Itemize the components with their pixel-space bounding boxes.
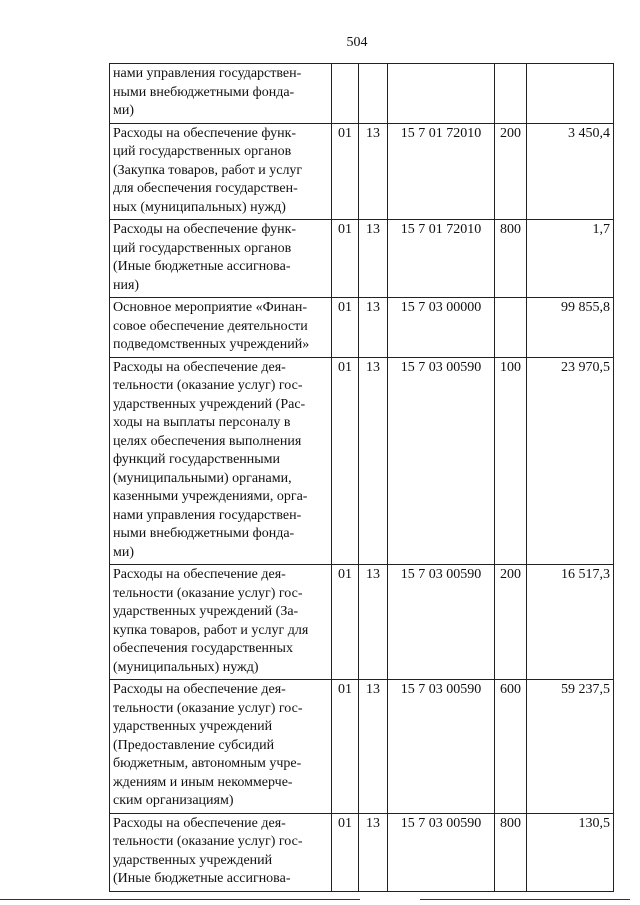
table-row	[110, 565, 614, 680]
row-target-article: 15 7 01 72010	[388, 220, 495, 298]
row-target-article: 15 7 01 72010	[388, 123, 495, 220]
row-amount: 3 450,4	[527, 123, 614, 220]
row-amount: 23 970,5	[527, 357, 614, 565]
row-subsection: 13	[359, 220, 388, 298]
row-subsection: 13	[359, 565, 388, 680]
table-row	[110, 357, 614, 565]
row-section: 01	[332, 680, 359, 814]
row-amount: 16 517,3	[527, 565, 614, 680]
row-name: Расходы на обеспечение дея- тельности (оказание услуг) гос- ударственных учреждений (Предоставление субсидий бюджетным, автономным учре- ждениям и иным некоммерче- ским организациям)	[110, 680, 332, 814]
row-expense-type	[495, 298, 527, 358]
table-row	[110, 123, 614, 220]
row-expense-type: 800	[495, 220, 527, 298]
budget-table	[109, 63, 614, 892]
row-section: 01	[332, 220, 359, 298]
table-row	[110, 220, 614, 298]
row-name: Расходы на обеспечение функ- ций государственных органов (Закупка товаров, работ и услуг для обеспечения государствен- ных (муниципальных) нужд)	[110, 123, 332, 220]
row-target-article	[388, 64, 495, 124]
row-amount: 99 855,8	[527, 298, 614, 358]
row-expense-type	[495, 64, 527, 124]
row-target-article: 15 7 03 00590	[388, 680, 495, 814]
row-expense-type: 800	[495, 813, 527, 891]
row-name: Расходы на обеспечение дея- тельности (оказание услуг) гос- ударственных учреждений (Рас- ходы на выплаты персоналу в целях обеспечения выполнения функций государственными (муниципальными) органами, казенными учреждениями, орга- нами управления государствен- ными внебюджетными фонда- ми)	[110, 357, 332, 565]
row-subsection: 13	[359, 680, 388, 814]
row-section	[332, 64, 359, 124]
row-expense-type: 200	[495, 123, 527, 220]
bottom-rule-right	[420, 899, 630, 901]
row-subsection: 13	[359, 298, 388, 358]
row-amount: 1,7	[527, 220, 614, 298]
row-name: Расходы на обеспечение дея- тельности (оказание услуг) гос- ударственных учреждений (Иные бюджетные ассигнова-	[110, 813, 332, 891]
row-section: 01	[332, 813, 359, 891]
row-amount: 59 237,5	[527, 680, 614, 814]
row-name: нами управления государствен- ными внебюджетными фонда- ми)	[110, 64, 332, 124]
row-section: 01	[332, 565, 359, 680]
row-name: Расходы на обеспечение дея- тельности (оказание услуг) гос- ударственных учреждений (За- купка товаров, работ и услуг для обеспечения государственных (муниципальных) нужд)	[110, 565, 332, 680]
table-row	[110, 298, 614, 358]
row-amount	[527, 64, 614, 124]
table-row	[110, 680, 614, 814]
row-target-article: 15 7 03 00590	[388, 357, 495, 565]
row-target-article: 15 7 03 00590	[388, 813, 495, 891]
row-target-article: 15 7 03 00000	[388, 298, 495, 358]
row-subsection: 13	[359, 813, 388, 891]
table-row	[110, 813, 614, 891]
table-row	[110, 64, 614, 124]
row-subsection: 13	[359, 123, 388, 220]
row-expense-type: 600	[495, 680, 527, 814]
row-expense-type: 100	[495, 357, 527, 565]
row-section: 01	[332, 298, 359, 358]
row-expense-type: 200	[495, 565, 527, 680]
row-subsection	[359, 64, 388, 124]
bottom-rule	[0, 899, 360, 901]
row-section: 01	[332, 357, 359, 565]
page-number: 504	[346, 35, 368, 50]
row-name: Основное мероприятие «Финан- совое обеспечение деятельности подведомственных учреждений»	[110, 298, 332, 358]
row-target-article: 15 7 03 00590	[388, 565, 495, 680]
row-amount: 130,5	[527, 813, 614, 891]
budget-table-body	[110, 64, 614, 892]
row-subsection: 13	[359, 357, 388, 565]
row-name: Расходы на обеспечение функ- ций государственных органов (Иные бюджетные ассигнова- ния)	[110, 220, 332, 298]
row-section: 01	[332, 123, 359, 220]
